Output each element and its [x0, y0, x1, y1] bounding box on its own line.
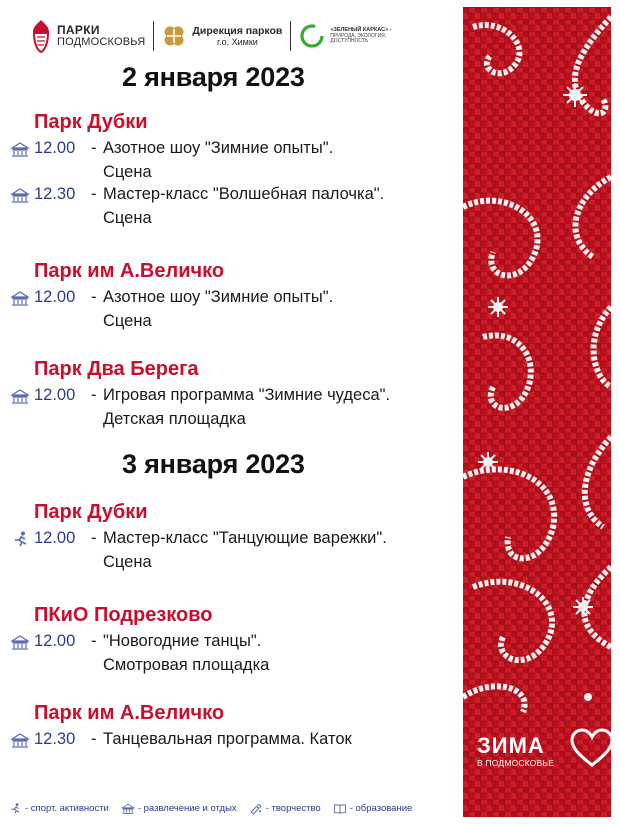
park-name: ПКиО Подрезково	[34, 604, 213, 626]
brand-title: ЗИМА	[477, 733, 545, 758]
icon-legend	[8, 799, 424, 817]
legend-label: - спорт. активности	[25, 802, 109, 814]
entertainment-icon	[10, 187, 30, 203]
acorn-icon	[30, 18, 52, 54]
event-title: Игровая программа "Зимние чудеса".	[103, 386, 391, 404]
event-dash: -	[91, 139, 97, 157]
park-name: Парк Два Берега	[34, 358, 199, 380]
logo-divider	[153, 21, 154, 51]
park-name: Парк им А.Величко	[34, 702, 225, 724]
legend-item	[121, 802, 237, 815]
park-name: Парк Дубки	[34, 501, 148, 523]
legend-item	[8, 802, 109, 815]
winter-brand	[477, 734, 554, 768]
legend-item	[333, 802, 413, 815]
creativity-icon	[249, 802, 263, 815]
event-dash: -	[91, 632, 97, 650]
legend-label: - образование	[349, 802, 413, 814]
entertainment-icon	[10, 141, 30, 157]
event-time: 12.00	[34, 288, 76, 306]
legend-label: - развлечение и отдых	[137, 802, 237, 814]
header-logos	[30, 14, 392, 58]
event-time: 12.00	[34, 139, 76, 157]
green-frame-logo	[299, 23, 391, 49]
event-time: 12.30	[34, 730, 76, 748]
event-dash: -	[91, 730, 97, 748]
event-place: Детская площадка	[103, 410, 246, 428]
sport-icon	[10, 531, 30, 547]
event-title: Мастер-класс "Волшебная палочка".	[103, 185, 385, 203]
entertainment-icon	[10, 732, 30, 748]
mosaic-swirl-pattern	[463, 7, 611, 817]
event-place: Сцена	[103, 553, 152, 571]
park-name: Парк им А.Величко	[34, 260, 225, 282]
event-title: Мастер-класс "Танцующие варежки".	[103, 529, 387, 547]
event-dash: -	[91, 386, 97, 404]
legend-label: - творчество	[265, 802, 321, 814]
event-title: Азотное шоу "Зимние опыты".	[103, 288, 334, 306]
event-title: "Новогодние танцы".	[103, 632, 262, 650]
clover-icon	[162, 24, 186, 48]
brand-subtitle: В ПОДМОСКОВЬЕ	[477, 758, 555, 768]
event-place: Смотровая площадка	[103, 656, 270, 674]
event-place: Сцена	[103, 312, 152, 330]
logo3-line3: ДОСТУПНОСТЬ	[330, 38, 369, 45]
entertainment-icon	[121, 802, 135, 815]
event-title: Азотное шоу "Зимние опыты".	[103, 139, 334, 157]
event-dash: -	[91, 185, 97, 203]
event-time: 12.00	[34, 632, 76, 650]
entertainment-icon	[10, 388, 30, 404]
event-time: 12.00	[34, 386, 76, 404]
event-dash: -	[91, 288, 97, 306]
day-date: 3 января 2023	[122, 449, 305, 479]
park-directorate-logo	[162, 24, 282, 48]
entertainment-icon	[10, 290, 30, 306]
logo1-line2: ПОДМОСКОВЬЯ	[57, 35, 146, 48]
logo3-line1: «ЗЕЛЕНЫЙ КАРКАС» -	[330, 27, 392, 34]
winter-banner	[463, 7, 611, 817]
logo1-line1: ПАРКИ	[57, 22, 100, 37]
parks-podmoskovya-logo	[30, 18, 145, 54]
entertainment-icon	[10, 634, 30, 650]
sport-icon	[8, 802, 22, 815]
event-time: 12.30	[34, 185, 76, 203]
logo2-line1: Дирекция парков	[192, 24, 283, 37]
event-place: Сцена	[103, 163, 152, 181]
event-title: Танцевальная программа. Каток	[103, 730, 352, 748]
day-date: 2 января 2023	[122, 62, 305, 92]
heart-icon	[569, 728, 611, 768]
event-time: 12.00	[34, 529, 76, 547]
legend-item	[249, 802, 321, 815]
park-name: Парк Дубки	[34, 111, 148, 133]
logo2-line2: г.о. Химки	[216, 36, 258, 47]
logo3-line2: ПРИРОДА, ЭКОЛОГИЯ,	[330, 32, 387, 39]
education-icon	[333, 802, 347, 815]
logo-divider	[290, 21, 291, 51]
green-ring-icon	[299, 23, 325, 49]
event-dash: -	[91, 529, 97, 547]
event-place: Сцена	[103, 209, 152, 227]
